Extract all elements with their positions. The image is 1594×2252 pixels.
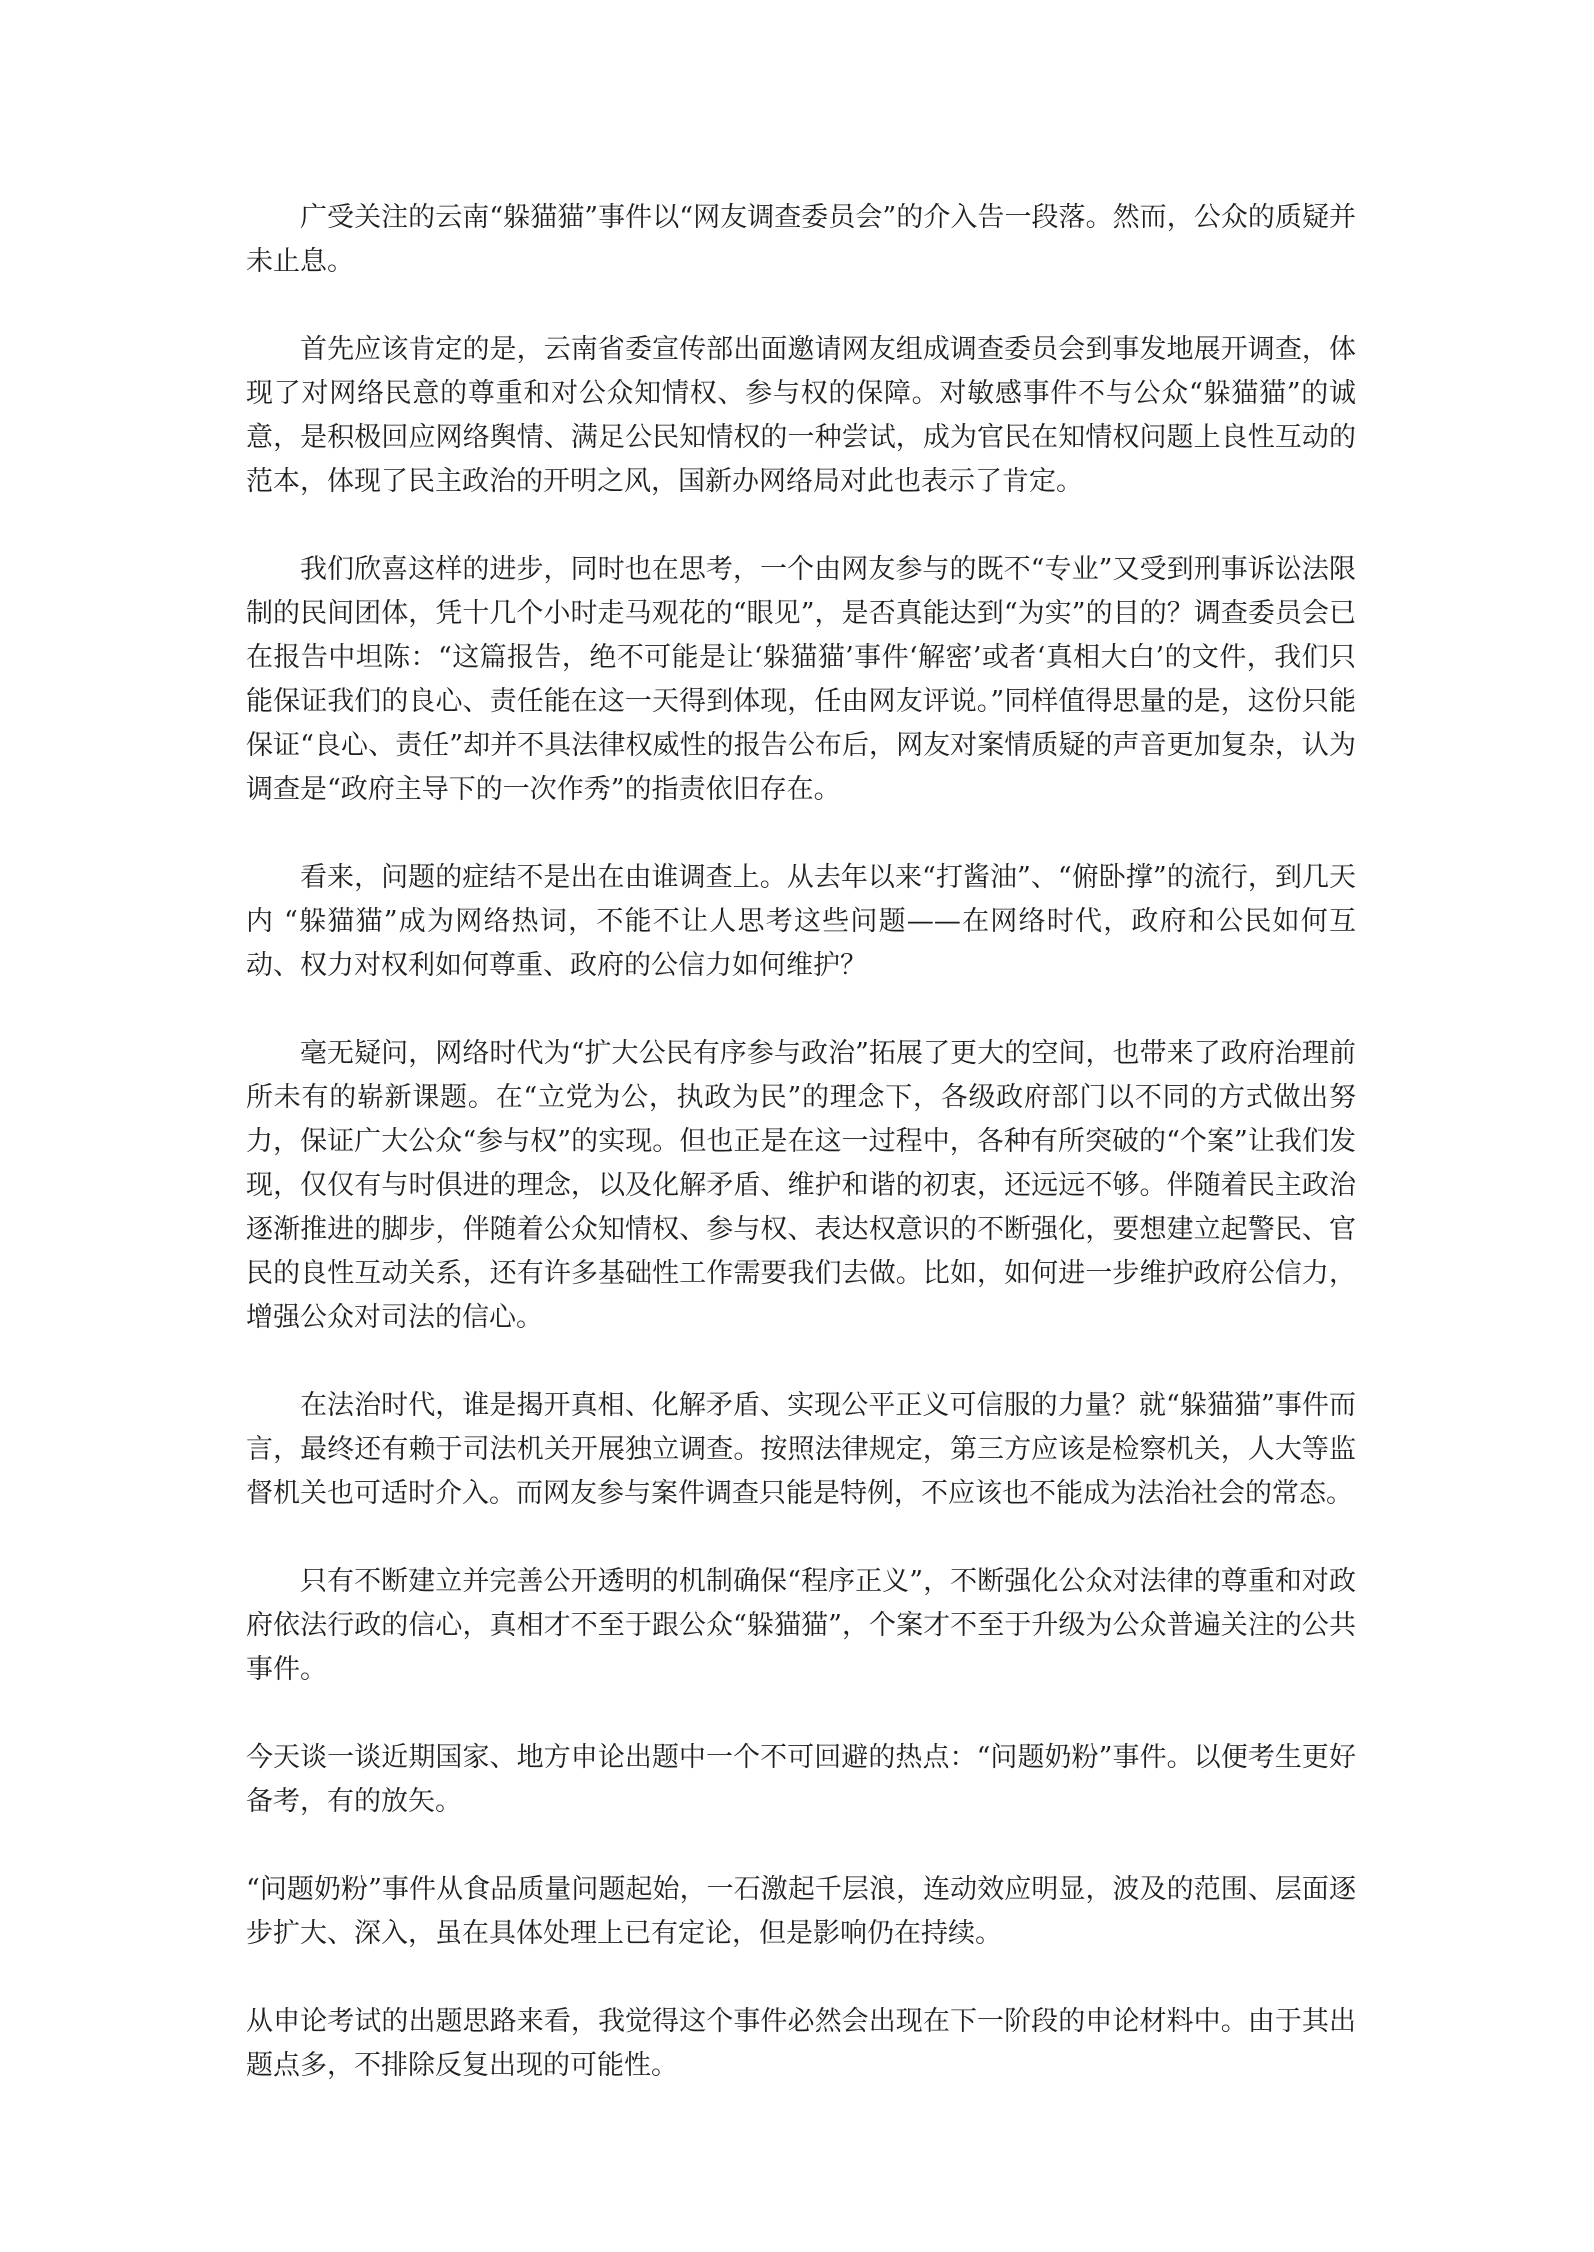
paragraph-10: 从申论考试的出题思路来看，我觉得这个事件必然会出现在下一阶段的申论材料中。由于其出题点多，不排除反复出现的可能性。 [246,2006,1356,2081]
article-body [246,196,1356,2132]
paragraph-2: 首先应该肯定的是，云南省委宣传部出面邀请网友组成调查委员会到事发地展开调查，体现了对网络民意的尊重和对公众知情权、参与权的保障。对敏感事件不与公众“躲猫猫”的诚意，是积极回应网络舆情、满足公民知情权的一种尝试，成为官民在知情权问题上良性互动的范本，体现了民主政治的开明之风，国新办网络局对此也表示了肯定。 [246,334,1356,497]
paragraph-5: 毫无疑问，网络时代为“扩大公民有序参与政治”拓展了更大的空间，也带来了政府治理前所未有的崭新课题。在“立党为公，执政为民”的理念下，各级政府部门以不同的方式做出努力，保证广大公众“参与权”的实现。但也正是在这一过程中，各种有所突破的“个案”让我们发现，仅仅有与时俱进的理念，以及化解矛盾、维护和谐的初衷，还远远不够。伴随着民主政治逐渐推进的脚步，伴随着公众知情权、参与权、表达权意识的不断强化，要想建立起警民、官民的良性互动关系，还有许多基础性工作需要我们去做。比如，如何进一步维护政府公信力，增强公众对司法的信心。 [246,1038,1356,1333]
paragraph-4: 看来，问题的症结不是出在由谁调查上。从去年以来“打酱油”、“俯卧撑”的流行，到几天内 “躲猫猫”成为网络热词，不能不让人思考这些问题——在网络时代，政府和公民如何互动、权力对权利如何尊重、政府的公信力如何维护？ [246,862,1356,981]
paragraph-7: 只有不断建立并完善公开透明的机制确保“程序正义”，不断强化公众对法律的尊重和对政府依法行政的信心，真相才不至于跟公众“躲猫猫”，个案才不至于升级为公众普遍关注的公共事件。 [246,1566,1356,1685]
paragraph-3: 我们欣喜这样的进步，同时也在思考，一个由网友参与的既不“专业”又受到刑事诉讼法限制的民间团体，凭十几个小时走马观花的“眼见”，是否真能达到“为实”的目的？调查委员会已在报告中坦陈：“这篇报告，绝不可能是让‘躲猫猫’事件‘解密’或者‘真相大白’的文件，我们只能保证我们的良心、责任能在这一天得到体现，任由网友评说。”同样值得思量的是，这份只能保证“良心、责任”却并不具法律权威性的报告公布后，网友对案情质疑的声音更加复杂，认为调查是“政府主导下的一次作秀”的指责依旧存在。 [246,554,1356,805]
paragraph-6: 在法治时代，谁是揭开真相、化解矛盾、实现公平正义可信服的力量？就“躲猫猫”事件而言，最终还有赖于司法机关开展独立调查。按照法律规定，第三方应该是检察机关，人大等监督机关也可适时介入。而网友参与案件调查只能是特例，不应该也不能成为法治社会的常态。 [246,1390,1356,1509]
paragraph-8: 今天谈一谈近期国家、地方申论出题中一个不可回避的热点：“问题奶粉”事件。以便考生更好备考，有的放矢。 [246,1742,1356,1817]
paragraph-9: “问题奶粉”事件从食品质量问题起始，一石激起千层浪，连动效应明显，波及的范围、层面逐步扩大、深入，虽在具体处理上已有定论，但是影响仍在持续。 [246,1874,1356,1949]
paragraph-1: 广受关注的云南“躲猫猫”事件以“网友调查委员会”的介入告一段落。然而，公众的质疑并未止息。 [246,202,1356,277]
